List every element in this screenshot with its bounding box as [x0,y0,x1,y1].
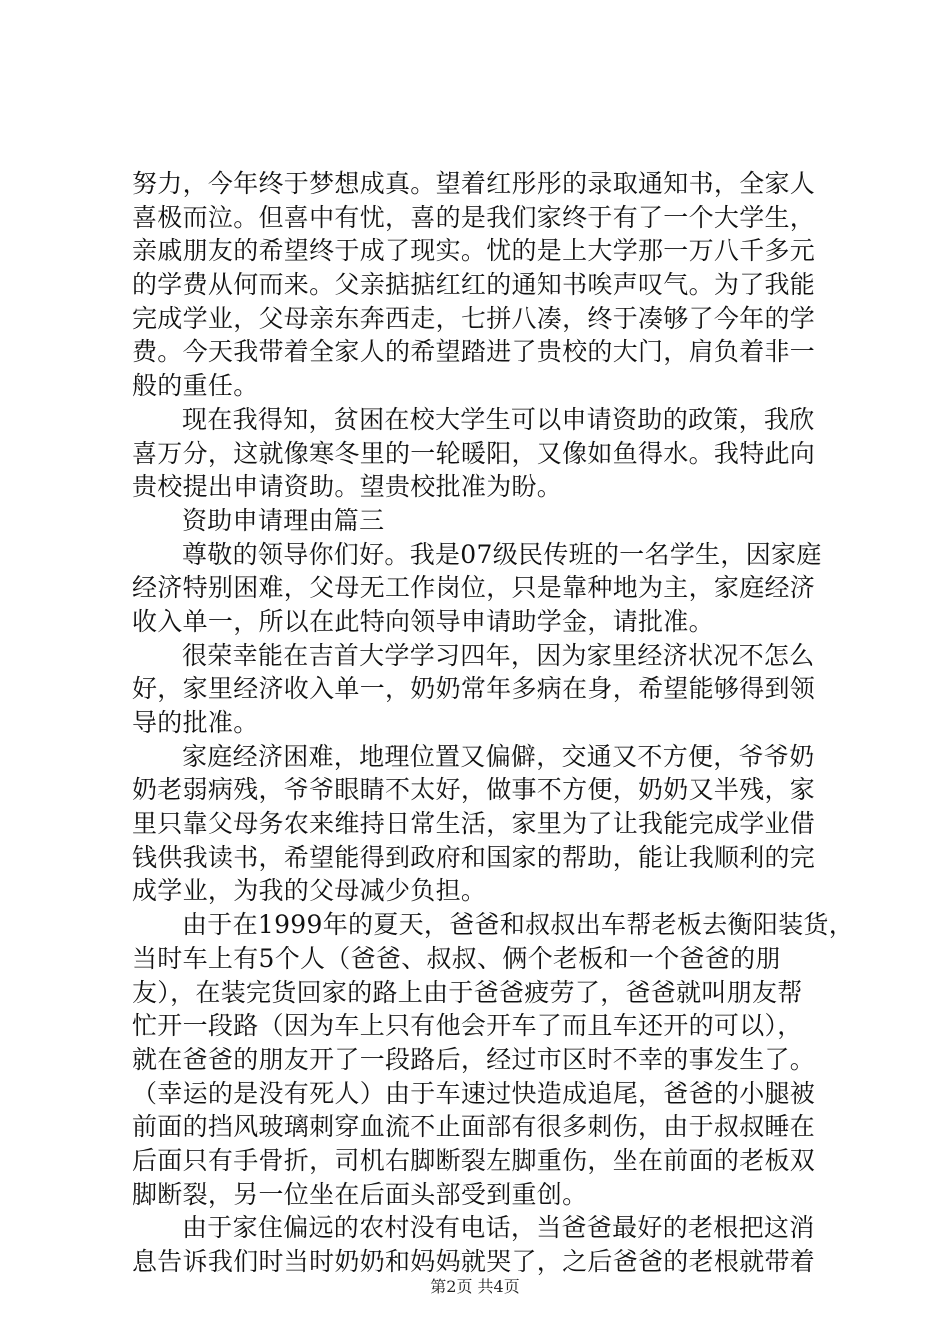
text-line: 经济特别困难，父母无工作岗位，只是靠种地为主，家庭经济 [132,573,816,603]
text-line: 喜极而泣。但喜中有忧，喜的是我们家终于有了一个大学生， [132,202,816,232]
text-line: 完成学业，父母亲东奔西走，七拼八凑，终于凑够了今年的学 [132,303,816,333]
text-line: 友），在装完货回家的路上由于爸爸疲劳了，爸爸就叫朋友帮 [132,977,803,1007]
text-line: 后面只有手骨折，司机右脚断裂左脚重伤，坐在前面的老板双 [132,1145,816,1175]
text-line: 里只靠父母务农来维持日常生活，家里为了让我能完成学业借 [132,809,816,839]
page-footer: 第2页 共4页 [430,1277,520,1296]
text-line: 好，家里经济收入单一，奶奶常年多病在身，希望能够得到领 [132,674,816,704]
paragraph-start-line: 家庭经济困难，地理位置又偏僻，交通又不方便，爷爷奶 [182,741,815,771]
text-line: 努力，今年终于梦想成真。望着红彤彤的录取通知书，全家人 [132,169,816,198]
paragraph-start-line: 资助申请理由篇三 [182,505,385,535]
text-line: 般的重任。 [132,371,259,401]
text-line: 的学费从何而来。父亲掂掂红红的通知书唉声叹气。为了我能 [132,270,816,300]
paragraph-start-line: 由于家住偏远的农村没有电话，当爸爸最好的老根把这消 [182,1213,815,1243]
text-line: 前面的挡风玻璃刺穿血流不止面部有很多刺伤，由于叔叔睡在 [132,1112,816,1142]
text-line: 就在爸爸的朋友开了一段路后，经过市区时不幸的事发生了。 [132,1044,816,1074]
text-line: 导的批准。 [132,708,259,737]
paragraph-start-line: 尊敬的领导你们好。我是07级民传班的一名学生，因家庭 [182,539,822,569]
text-line: 费。今天我带着全家人的希望踏进了贵校的大门，肩负着非一 [132,337,816,367]
text-line: 脚断裂，另一位坐在后面头部受到重创。 [132,1179,588,1209]
text-line: 奶老弱病残，爷爷眼睛不太好，做事不方便，奶奶又半残，家 [132,775,816,805]
text-line: （幸运的是没有死人）由于车速过快造成追尾，爸爸的小腿被 [132,1078,816,1108]
text-line: 喜万分，这就像寒冬里的一轮暖阳，又像如鱼得水。我特此向 [132,438,816,468]
text-line: 贵校提出申请资助。望贵校批准为盼。 [132,472,563,502]
text-line: 息告诉我们时当时奶奶和妈妈就哭了，之后爸爸的老根就带着 [132,1247,816,1276]
document-body [132,167,855,1279]
text-line: 亲戚朋友的希望终于成了现实。忧的是上大学那一万八千多元 [132,236,816,266]
text-line: 忙开一段路（因为车上只有他会开车了而且车还开的可以）， [132,1011,803,1041]
text-line: 成学业，为我的父母减少负担。 [132,876,487,906]
paragraph-start-line: 由于在1999年的夏天，爸爸和叔叔出车帮老板去衡阳装货， [182,910,855,940]
text-line: 钱供我读书，希望能得到政府和国家的帮助，能让我顺利的完 [132,842,816,872]
paragraph-start-line: 很荣幸能在吉首大学学习四年，因为家里经济状况不怎么 [182,640,815,670]
text-line: 收入单一，所以在此特向领导申请助学金，请批准。 [132,606,714,636]
text-line: 当时车上有5个人（爸爸、叔叔、俩个老板和一个爸爸的朋 [132,943,781,973]
paragraph-start-line: 现在我得知，贫困在校大学生可以申请资助的政策，我欣 [182,404,815,434]
